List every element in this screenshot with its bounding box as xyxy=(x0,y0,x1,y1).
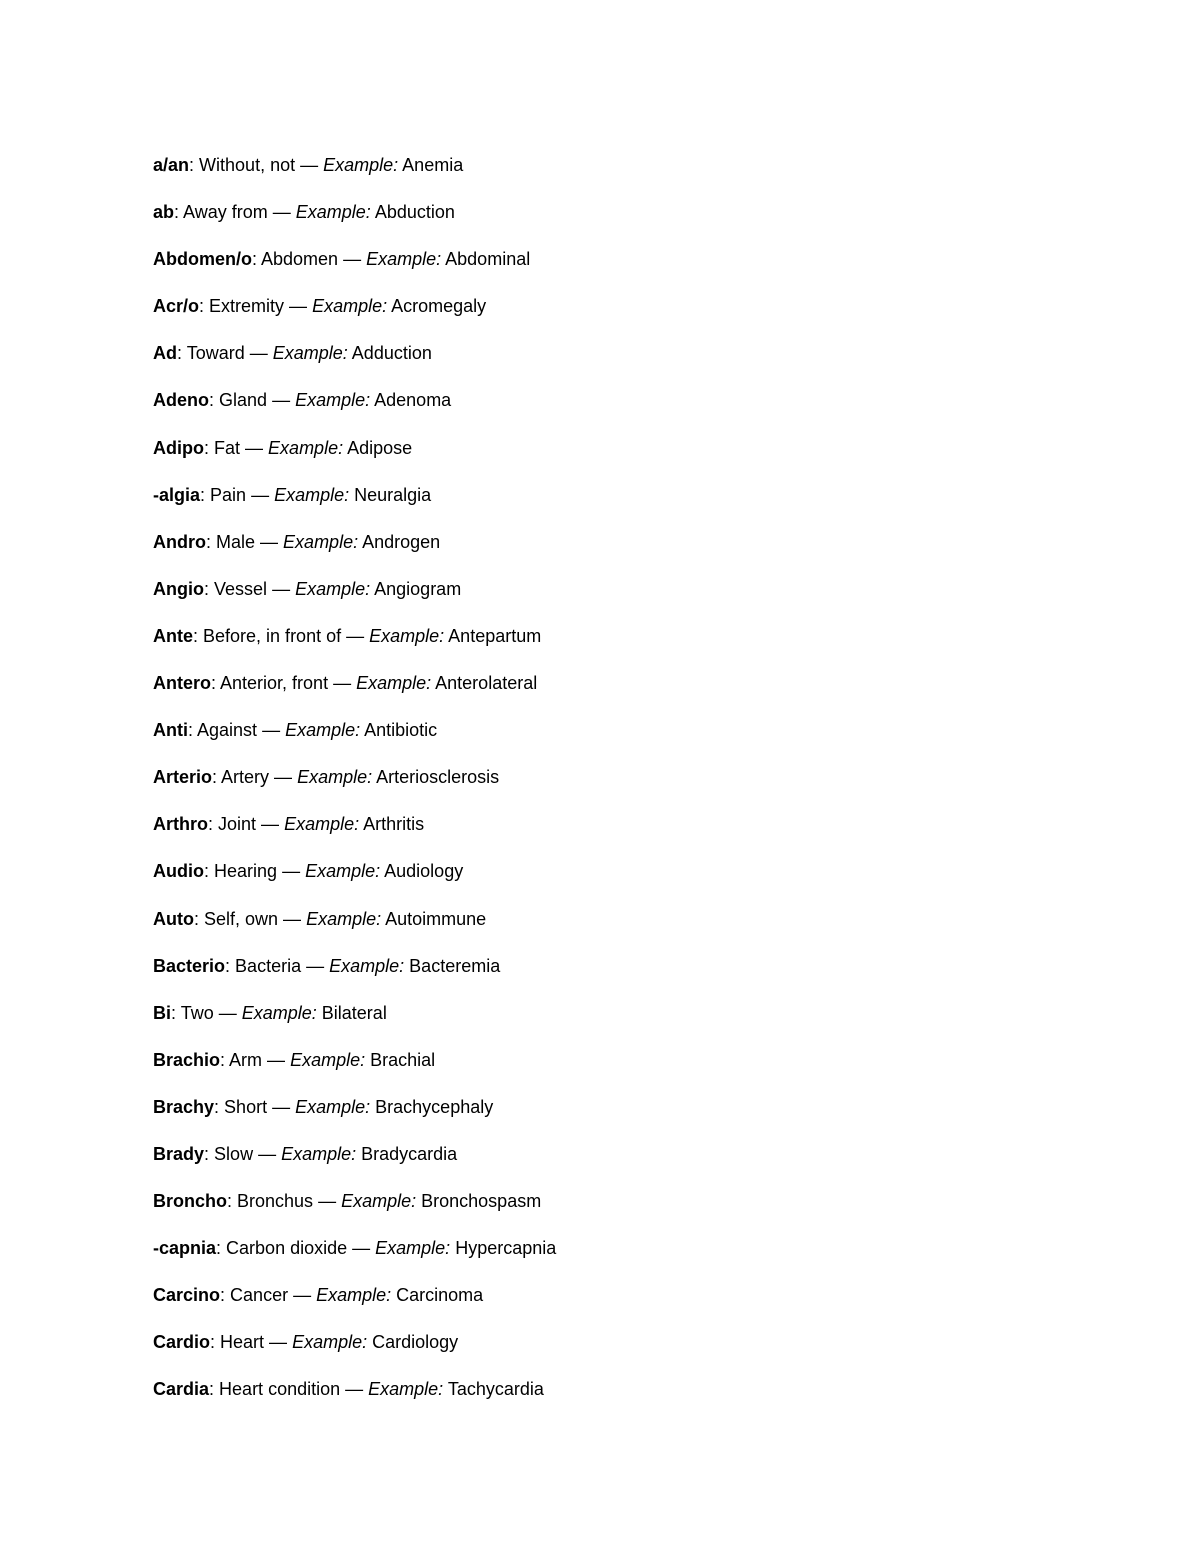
separator: — xyxy=(295,155,324,175)
list-item: -algia: Pain — Example: Neuralgia xyxy=(153,484,432,505)
list-item: Adipo: Fat — Example: Adipose xyxy=(153,437,413,458)
meaning: Joint xyxy=(218,814,257,835)
term: Brachy xyxy=(153,1096,215,1117)
example-label: Example: xyxy=(290,1049,366,1070)
meaning: Before, in front of xyxy=(203,625,342,646)
list-item: Ante: Before, in front of — Example: Antepartum xyxy=(153,625,542,646)
term: ab xyxy=(153,202,175,223)
meaning: Extremity xyxy=(209,296,285,317)
example-label: Example: xyxy=(297,767,373,788)
separator: — xyxy=(328,673,357,694)
term: Audio xyxy=(153,861,204,882)
list-item: -capnia: Carbon dioxide — Example: Hypercapnia xyxy=(153,1238,557,1259)
example-word: Arthritis xyxy=(363,814,425,835)
example-word: Angiogram xyxy=(374,578,462,599)
example-label: Example: xyxy=(356,673,432,694)
list-item: Angio: Vessel — Example: Angiogram xyxy=(153,578,462,599)
separator: — xyxy=(256,814,285,835)
meaning: Away from xyxy=(183,202,268,223)
term-list xyxy=(153,150,556,1422)
separator: — xyxy=(313,1191,342,1212)
example-word: Brachycephaly xyxy=(375,1096,494,1117)
meaning: Heart xyxy=(220,1332,265,1353)
example-label: Example: xyxy=(323,155,399,175)
example-label: Example: xyxy=(295,578,371,599)
separator: — xyxy=(301,955,330,976)
meaning: Toward xyxy=(186,343,245,364)
example-label: Example: xyxy=(341,1191,417,1212)
list-item: Audio: Hearing — Example: Audiology xyxy=(153,861,464,882)
term: Anti xyxy=(153,720,188,741)
term: a/an xyxy=(153,155,190,175)
list-item: a/an: Without, not — Example: Anemia xyxy=(153,155,464,175)
meaning: Hearing xyxy=(214,861,278,882)
separator: — xyxy=(240,437,269,458)
example-label: Example: xyxy=(316,1285,392,1306)
example-label: Example: xyxy=(368,1379,444,1400)
example-label: Example: xyxy=(281,1143,357,1164)
list-item: Bacterio: Bacteria — Example: Bacteremia xyxy=(153,955,501,976)
example-label: Example: xyxy=(295,1096,371,1117)
example-label: Example: xyxy=(375,1238,451,1259)
separator: — xyxy=(267,1096,296,1117)
meaning: Pain xyxy=(210,484,247,505)
meaning: Carbon dioxide xyxy=(226,1238,348,1259)
meaning: Bacteria xyxy=(235,955,302,976)
example-word: Tachycardia xyxy=(447,1379,544,1400)
meaning: Abdomen xyxy=(261,249,339,270)
example-word: Bradycardia xyxy=(361,1143,458,1164)
example-label: Example: xyxy=(369,625,445,646)
example-label: Example: xyxy=(305,861,381,882)
list-item: Adeno: Gland — Example: Adenoma xyxy=(153,390,452,411)
list-item: Brachy: Short — Example: Brachycephaly xyxy=(153,1096,494,1117)
list-item: Bi: Two — Example: Bilateral xyxy=(153,1002,387,1023)
example-word: Adipose xyxy=(347,437,413,458)
separator: — xyxy=(347,1238,376,1259)
term: Ante xyxy=(153,625,193,646)
example-label: Example: xyxy=(292,1332,368,1353)
example-word: Brachial xyxy=(370,1049,436,1070)
term: Andro xyxy=(153,531,206,552)
term: Arterio xyxy=(153,767,213,788)
example-word: Hypercapnia xyxy=(455,1238,557,1259)
meaning: Bronchus xyxy=(237,1191,314,1212)
term: Bi xyxy=(153,1002,171,1023)
example-label: Example: xyxy=(306,908,382,929)
term: Brachio xyxy=(153,1049,221,1070)
separator: — xyxy=(253,1143,282,1164)
example-label: Example: xyxy=(295,390,371,411)
term: Carcino xyxy=(153,1285,221,1306)
list-item: Ad: Toward — Example: Adduction xyxy=(153,343,432,364)
example-label: Example: xyxy=(283,531,359,552)
meaning: Male xyxy=(216,531,256,552)
example-word: Carcinoma xyxy=(396,1285,484,1306)
separator: — xyxy=(262,1049,291,1070)
list-item: Carcino: Cancer — Example: Carcinoma xyxy=(153,1285,484,1306)
list-item: ab: Away from — Example: Abduction xyxy=(153,202,455,223)
term: Ad xyxy=(153,343,177,364)
separator: — xyxy=(284,296,313,317)
meaning: Fat xyxy=(214,437,241,458)
example-label: Example: xyxy=(241,1002,317,1023)
separator: — xyxy=(288,1285,317,1306)
meaning: Self, own xyxy=(204,908,279,929)
term: Brady xyxy=(153,1143,205,1164)
example-word: Audiology xyxy=(384,861,464,882)
separator: — xyxy=(278,908,307,929)
separator: — xyxy=(255,531,284,552)
term: Abdomen/o xyxy=(153,249,252,270)
list-item: Brachio: Arm — Example: Brachial xyxy=(153,1049,436,1070)
term: Cardio xyxy=(153,1332,211,1353)
example-label: Example: xyxy=(295,202,371,223)
example-label: Example: xyxy=(312,296,388,317)
separator: — xyxy=(257,720,286,741)
term: Angio xyxy=(153,578,204,599)
example-label: Example: xyxy=(366,249,442,270)
meaning: Cancer xyxy=(230,1285,289,1306)
meaning: Arm xyxy=(229,1049,263,1070)
example-word: Abdominal xyxy=(445,249,531,270)
example-word: Arteriosclerosis xyxy=(376,767,500,788)
term: Broncho xyxy=(153,1191,227,1212)
separator: — xyxy=(264,1332,293,1353)
separator: — xyxy=(244,343,273,364)
example-label: Example: xyxy=(284,814,360,835)
example-word: Bronchospasm xyxy=(421,1191,542,1212)
list-item: Abdomen/o: Abdomen — Example: Abdominal xyxy=(153,249,531,270)
example-word: Bacteremia xyxy=(409,955,501,976)
term: -capnia xyxy=(153,1238,217,1259)
separator: — xyxy=(267,202,296,223)
example-word: Antibiotic xyxy=(364,720,438,741)
list-item: Anti: Against — Example: Antibiotic xyxy=(153,720,438,741)
meaning: Without, not xyxy=(199,155,296,175)
example-word: Neuralgia xyxy=(354,484,432,505)
term: Antero xyxy=(153,673,211,694)
example-word: Anemia xyxy=(402,155,464,175)
separator: — xyxy=(340,1379,369,1400)
example-word: Antepartum xyxy=(448,625,542,646)
meaning: Vessel xyxy=(214,578,268,599)
example-word: Cardiology xyxy=(372,1332,459,1353)
example-word: Androgen xyxy=(362,531,441,552)
separator: — xyxy=(277,861,306,882)
term: Auto xyxy=(153,908,194,929)
meaning: Heart condition xyxy=(219,1379,341,1400)
list-item: Arterio: Artery — Example: Arteriosclerosis xyxy=(153,767,500,788)
example-label: Example: xyxy=(268,437,344,458)
list-item: Cardio: Heart — Example: Cardiology xyxy=(153,1332,459,1353)
term: Arthro xyxy=(153,814,208,835)
separator: — xyxy=(338,249,367,270)
list-item: Andro: Male — Example: Androgen xyxy=(153,531,441,552)
list-item: Arthro: Joint — Example: Arthritis xyxy=(153,814,425,835)
list-item: Antero: Anterior, front — Example: Anterolateral xyxy=(153,673,538,694)
example-label: Example: xyxy=(285,720,361,741)
separator: — xyxy=(267,390,296,411)
meaning: Short xyxy=(224,1096,268,1117)
term: Bacterio xyxy=(153,955,226,976)
example-word: Adduction xyxy=(351,343,432,364)
meaning: Two xyxy=(180,1002,214,1023)
term: -algia xyxy=(153,484,201,505)
example-word: Autoimmune xyxy=(385,908,487,929)
list-item: Auto: Self, own — Example: Autoimmune xyxy=(153,908,487,929)
separator: — xyxy=(213,1002,242,1023)
meaning: Gland xyxy=(219,390,268,411)
list-item: Broncho: Bronchus — Example: Bronchospasm xyxy=(153,1191,542,1212)
separator: — xyxy=(246,484,275,505)
term: Acr/o xyxy=(153,296,200,317)
example-label: Example: xyxy=(272,343,348,364)
meaning: Artery xyxy=(221,767,270,788)
example-word: Adenoma xyxy=(374,390,452,411)
meaning: Against xyxy=(197,720,258,741)
separator: — xyxy=(267,578,296,599)
separator: — xyxy=(269,767,298,788)
example-label: Example: xyxy=(329,955,405,976)
term: Adipo xyxy=(153,437,204,458)
list-item: Brady: Slow — Example: Bradycardia xyxy=(153,1143,458,1164)
example-word: Abduction xyxy=(374,202,455,223)
list-item: Cardia: Heart condition — Example: Tachycardia xyxy=(153,1379,544,1400)
example-word: Acromegaly xyxy=(391,296,487,317)
list-item: Acr/o: Extremity — Example: Acromegaly xyxy=(153,296,487,317)
term: Cardia xyxy=(153,1379,210,1400)
example-label: Example: xyxy=(274,484,350,505)
meaning: Slow xyxy=(214,1143,254,1164)
example-word: Anterolateral xyxy=(435,673,538,694)
term: Adeno xyxy=(153,390,209,411)
meaning: Anterior, front xyxy=(220,673,329,694)
example-word: Bilateral xyxy=(321,1002,387,1023)
separator: — xyxy=(341,625,370,646)
